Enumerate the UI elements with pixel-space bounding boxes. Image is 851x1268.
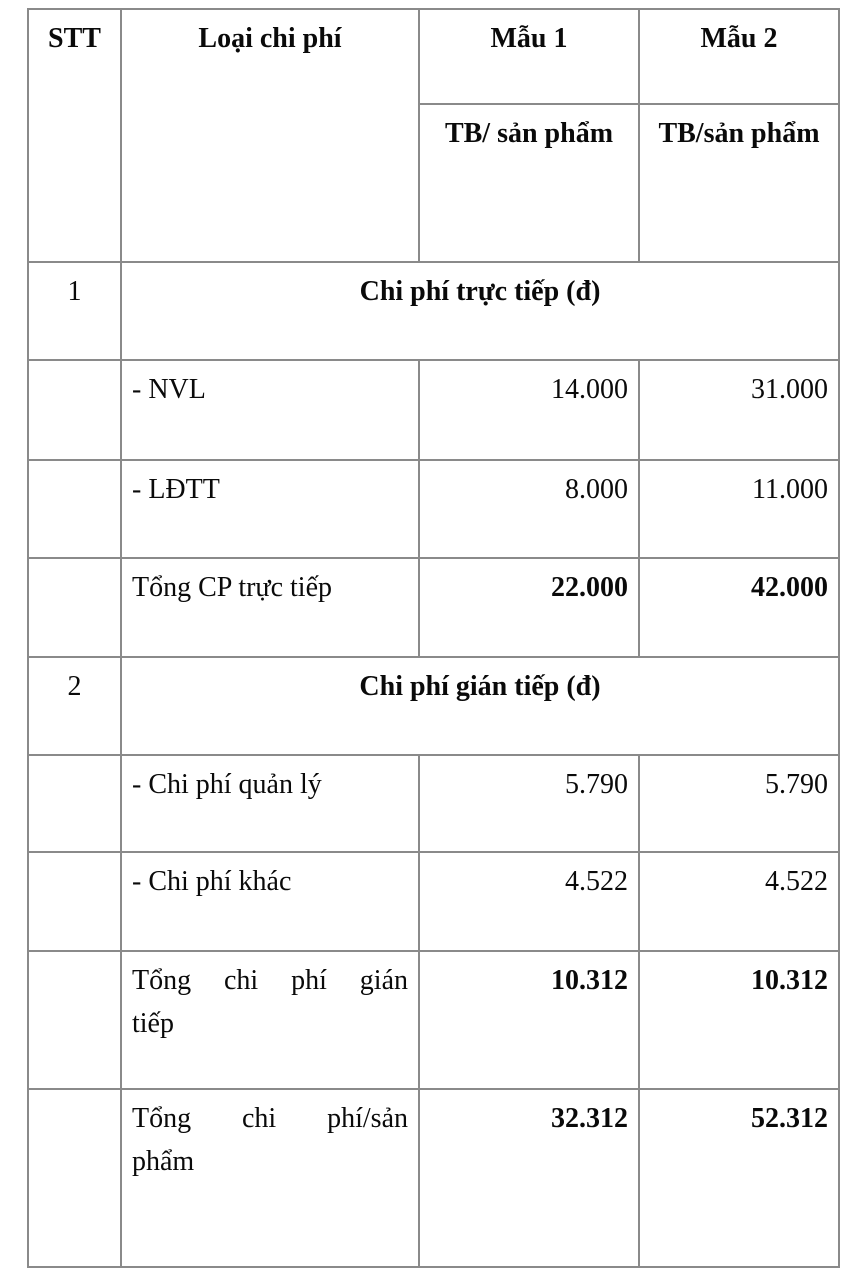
table-row — [28, 1089, 839, 1267]
row-label: - NVL — [121, 360, 419, 460]
table-row — [28, 460, 839, 558]
row-index — [28, 1089, 121, 1267]
row-value-sample-1: 5.790 — [419, 755, 639, 852]
header-cell-sample-2-unit: TB/sản phẩm — [639, 104, 839, 262]
row-value-sample-2: 42.000 — [639, 558, 839, 657]
row-index — [28, 558, 121, 657]
table-row — [28, 755, 839, 852]
row-value-sample-1: 22.000 — [419, 558, 639, 657]
row-value-sample-2: 11.000 — [639, 460, 839, 558]
row-label-line-2: phẩm — [132, 1145, 195, 1177]
row-value-sample-2: 5.790 — [639, 755, 839, 852]
table-row — [28, 951, 839, 1089]
row-value-sample-1: 14.000 — [419, 360, 639, 460]
row-index — [28, 360, 121, 460]
table-row — [28, 262, 839, 360]
row-value-sample-1: 4.522 — [419, 852, 639, 951]
row-index: 2 — [28, 657, 121, 755]
row-value-sample-1: 10.312 — [419, 951, 639, 1089]
table-row — [28, 360, 839, 460]
table-row — [28, 657, 839, 755]
row-group-label: Chi phí gián tiếp (đ) — [121, 657, 839, 755]
row-value-sample-1: 8.000 — [419, 460, 639, 558]
row-group-label: Chi phí trực tiếp (đ) — [121, 262, 839, 360]
row-label — [121, 951, 419, 1089]
row-value-sample-2: 52.312 — [639, 1089, 839, 1267]
row-index — [28, 852, 121, 951]
header-cell-sample-1: Mẫu 1 — [419, 9, 639, 104]
table-header-row-primary — [28, 9, 839, 104]
row-index — [28, 755, 121, 852]
table-row — [28, 852, 839, 951]
header-cell-sample-2: Mẫu 2 — [639, 9, 839, 104]
row-label: Tổng CP trực tiếp — [121, 558, 419, 657]
row-label-line-2: tiếp — [132, 1007, 174, 1039]
cost-breakdown-table — [27, 8, 840, 1268]
row-label: - Chi phí quản lý — [121, 755, 419, 852]
row-label-line-1: Tổng chi phí gián — [132, 965, 408, 996]
row-label-line-1: Tổng chi phí/sản — [132, 1103, 408, 1134]
row-index — [28, 951, 121, 1089]
header-cell-sample-1-unit: TB/ sản phẩm — [419, 104, 639, 262]
table-row — [28, 558, 839, 657]
row-label: - Chi phí khác — [121, 852, 419, 951]
row-value-sample-2: 31.000 — [639, 360, 839, 460]
row-index — [28, 460, 121, 558]
row-label — [121, 1089, 419, 1267]
header-cell-stt: STT — [28, 9, 121, 262]
row-value-sample-1: 32.312 — [419, 1089, 639, 1267]
row-label: - LĐTT — [121, 460, 419, 558]
row-index: 1 — [28, 262, 121, 360]
header-cell-cost-type: Loại chi phí — [121, 9, 419, 262]
row-value-sample-2: 10.312 — [639, 951, 839, 1089]
row-value-sample-2: 4.522 — [639, 852, 839, 951]
